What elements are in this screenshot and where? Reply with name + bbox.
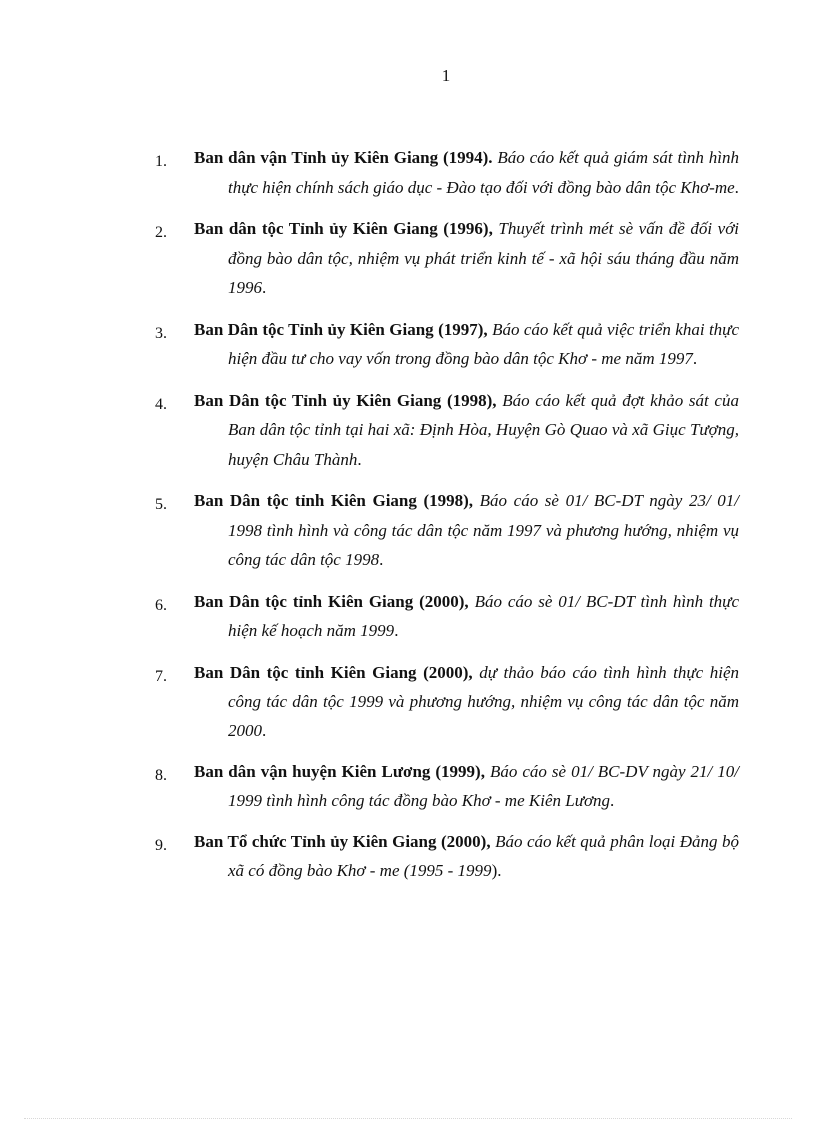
reference-item xyxy=(155,486,739,575)
reference-body xyxy=(194,486,739,575)
reference-body xyxy=(194,315,739,374)
reference-author: Ban Dân tộc Tỉnh ủy Kiên Giang (1997), xyxy=(194,319,488,339)
reference-author: Ban Dân tộc tỉnh Kiên Giang (2000), xyxy=(194,662,473,682)
reference-body xyxy=(194,757,739,815)
reference-author: Ban dân vận huyện Kiên Lương (1999), xyxy=(194,761,485,781)
reference-author: Ban Tổ chức Tỉnh ủy Kiên Giang (2000), xyxy=(194,831,491,851)
reference-number: 4. xyxy=(155,395,167,413)
reference-tail: . xyxy=(394,621,399,640)
reference-tail: . xyxy=(379,550,384,569)
reference-author: Ban Dân tộc Tỉnh ủy Kiên Giang (1998), xyxy=(194,390,497,410)
reference-title: Báo cáo kết quả việc triển khai thực hiện đầu tư cho vay vốn trong đồng bào dân tộc Khơ - me năm 1997 xyxy=(228,319,740,368)
reference-author: Ban Dân tộc tỉnh Kiên Giang (1998), xyxy=(194,491,474,510)
reference-author: Ban Dân tộc tỉnh Kiên Giang (2000), xyxy=(194,591,469,611)
reference-item xyxy=(155,587,739,646)
reference-tail: ). xyxy=(491,861,502,880)
reference-number: 3. xyxy=(155,324,167,342)
reference-author: Ban dân tộc Tỉnh ủy Kiên Giang (1996), xyxy=(194,219,493,238)
reference-number: 5. xyxy=(155,496,167,513)
reference-author: Ban dân vận Tỉnh ủy Kiên Giang (1994). xyxy=(194,148,493,167)
reference-number: 1. xyxy=(155,153,167,170)
reference-number: 2. xyxy=(155,224,167,241)
reference-title: dự thảo báo cáo tình hình thực hiện công tác dân tộc 1999 và phương hướng, nhiệm vụ công tác dân tộc năm 2000 xyxy=(228,662,739,740)
reference-body xyxy=(194,827,739,886)
reference-body xyxy=(194,214,739,303)
reference-number: 7. xyxy=(155,667,167,685)
reference-tail: . xyxy=(610,790,615,810)
reference-item xyxy=(155,658,739,745)
footer-rule xyxy=(24,1118,792,1119)
reference-title: Báo cáo kết quả phân loại Đảng bộ xã có đồng bào Khơ - me (1995 - 1999 xyxy=(228,831,740,880)
reference-number: 6. xyxy=(155,596,167,614)
reference-number: 8. xyxy=(155,766,167,784)
reference-title: Báo cáo sè 01/ BC-DV ngày 21/ 10/ 1999 tình hình công tác đồng bào Khơ - me Kiên Lương xyxy=(228,761,740,810)
reference-item xyxy=(155,143,739,202)
reference-item xyxy=(155,214,739,303)
reference-tail: . xyxy=(262,278,267,297)
reference-title: Thuyết trình mét sè vấn đề đối với đồng bào dân tộc, nhiệm vụ phát triển kinh tế - xã hội sáu tháng đầu năm 1996 xyxy=(228,219,739,297)
reference-item xyxy=(155,315,739,374)
reference-item xyxy=(155,827,739,886)
reference-title: Báo cáo kết quả đợt khảo sát của Ban dân tộc tỉnh tại hai xã: Định Hòa, Huyện Gò Quao và xã Giục Tượng, huyện Châu Thành xyxy=(228,390,739,469)
reference-title: Báo cáo sè 01/ BC-DT tình hình thực hiện kế hoạch năm 1999 xyxy=(228,591,739,640)
reference-tail: . xyxy=(357,449,362,469)
reference-number: 9. xyxy=(155,836,167,854)
page-number: 1 xyxy=(441,66,451,85)
reference-title: Báo cáo kết quả giám sát tình hình thực hiện chính sách giáo dục - Đào tạo đối với đồng bào dân tộc Khơ-me xyxy=(228,148,739,197)
reference-item xyxy=(155,757,739,815)
reference-item xyxy=(155,386,739,475)
reference-tail: . xyxy=(262,720,267,740)
reference-body xyxy=(194,143,739,202)
reference-tail: . xyxy=(734,177,739,197)
reference-body xyxy=(194,658,739,745)
reference-body xyxy=(194,386,739,475)
reference-title: Báo cáo sè 01/ BC-DT ngày 23/ 01/ 1998 tình hình và công tác dân tộc năm 1997 và phương hướng, nhiệm vụ công tác dân tộc 1998 xyxy=(228,491,739,569)
reference-list xyxy=(155,143,739,898)
reference-body xyxy=(194,587,739,646)
reference-tail: . xyxy=(692,349,698,368)
